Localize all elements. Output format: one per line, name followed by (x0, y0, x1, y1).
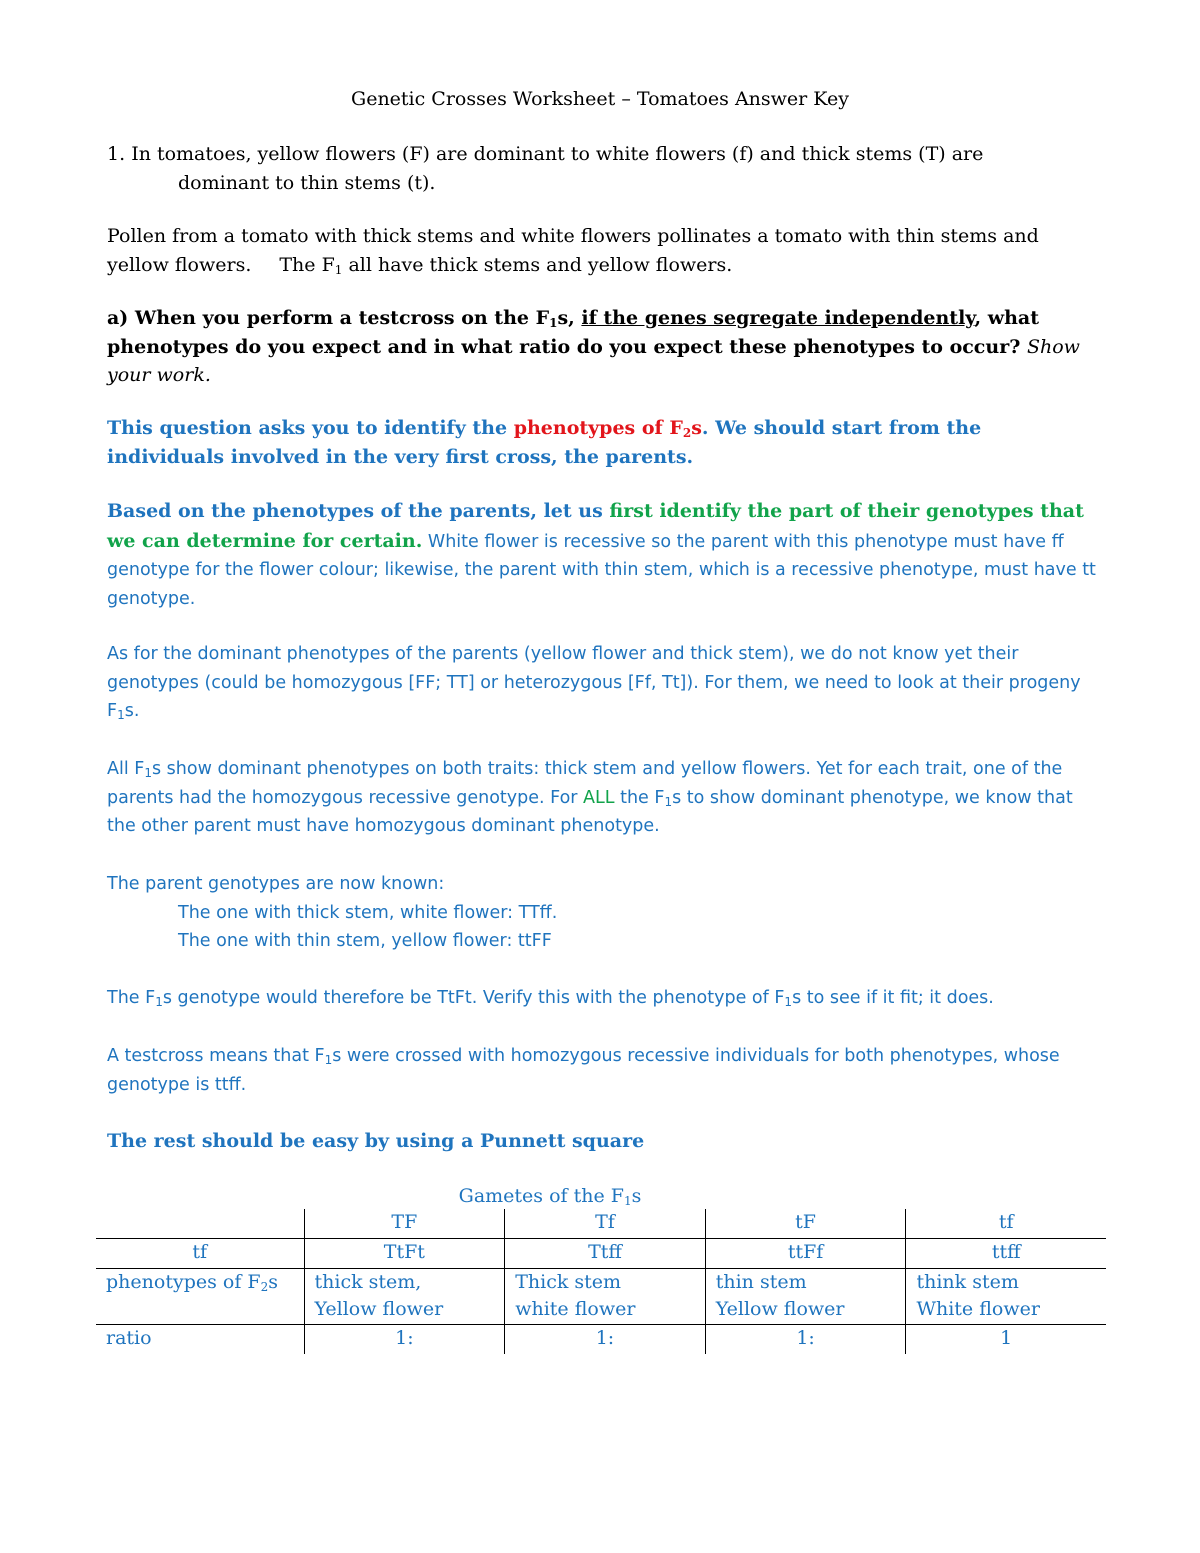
ans4-pre: All F (107, 759, 145, 779)
ratio-label-cell: ratio (96, 1325, 304, 1355)
genotype-cell: ttFf (705, 1239, 906, 1269)
pollen-f1-post: all have thick stems and yellow flowers. (342, 253, 733, 276)
ans6-sub-1: 1 (155, 995, 163, 1009)
answer-paragraph-2 (107, 497, 1107, 614)
ratio-row (96, 1325, 1106, 1355)
phenotype-cell (505, 1269, 706, 1325)
ans3-sub: 1 (117, 708, 125, 723)
row-gamete-cell: tf (96, 1239, 304, 1269)
answer-paragraph-4 (107, 755, 1097, 841)
gamete-header-cell: tf (906, 1209, 1106, 1239)
gamete-header-cell: tF (705, 1209, 906, 1239)
ans4-sub-2: 1 (664, 794, 673, 809)
phenotype-row (96, 1269, 1106, 1325)
pollen-f1-sub: 1 (334, 262, 343, 277)
phenotype-line-2: Yellow flower (314, 1298, 444, 1320)
ans2-post: White flower is recessive so the parent with this phenotype must have ff genotype for the flower colour; likewise, the parent with thin stem, which is a recessive phenotype, must have tt genotype. (107, 531, 1096, 610)
ans6-mid: s genotype would therefore be TtFt. Verify this with the phenotype of F (162, 988, 785, 1008)
question-number: 1. (107, 143, 126, 165)
part-a-underlined: if the genes segregate independently (581, 307, 975, 329)
answer-paragraph-5 (107, 870, 1117, 956)
page-title: Genetic Crosses Worksheet – Tomatoes Answer Key (351, 88, 849, 110)
answer-paragraph-7 (107, 1042, 1097, 1099)
phenotype-cell (304, 1269, 505, 1325)
ans4-mid-2: the F (614, 787, 665, 808)
question-1-line-2: dominant to thin stems (t). (178, 171, 436, 194)
answer-paragraph-3 (107, 640, 1097, 726)
ratio-cell: 1: (304, 1325, 505, 1355)
part-a-mid: s, (557, 307, 582, 329)
phen-label-sub: 2 (260, 1280, 269, 1294)
caption-pre: Gametes of the F (458, 1185, 624, 1207)
phenotype-line-1: thick stem, (314, 1271, 422, 1293)
ans5-line-2: The one with thin stem, yellow flower: ttFF (178, 931, 552, 952)
question-1 (107, 140, 1117, 197)
ans4-green: ALL (583, 787, 615, 808)
ans3-post: s. (124, 701, 140, 722)
ans1-pre: This question asks you to identify the (107, 417, 514, 439)
phenotype-line-2: Yellow flower (715, 1298, 845, 1320)
ans6-pre: The F (107, 988, 156, 1008)
gamete-header-cell: Tf (505, 1209, 706, 1239)
pollen-paragraph (107, 222, 1097, 279)
ans1-post: . We should start from the individuals involved in the very first cross, the parents. (107, 417, 982, 468)
empty-corner-cell (96, 1209, 304, 1239)
ratio-cell: 1 (906, 1325, 1106, 1355)
table-caption (400, 1182, 700, 1210)
ans5-line-1: The one with thick stem, white flower: TTff. (178, 902, 558, 923)
part-a-sub: 1 (549, 316, 558, 330)
ans2-pre: Based on the phenotypes of the parents, let us (107, 500, 610, 522)
answer-paragraph-1 (107, 414, 1067, 471)
phen-label-pre: phenotypes of F (106, 1271, 261, 1293)
genotype-cell: ttff (906, 1239, 1106, 1269)
question-1-line-1: In tomatoes, yellow flowers (F) are dominant to white flowers (f) and thick stems (T) are (131, 143, 984, 165)
ans1-red-post: s (691, 417, 702, 439)
phenotype-label-cell (96, 1269, 304, 1325)
phenotype-line-1: thin stem (715, 1271, 807, 1293)
ratio-cell: 1: (505, 1325, 706, 1355)
ans4-sub-1: 1 (144, 766, 152, 780)
ans3-pre: As for the dominant phenotypes of the parents (yellow flower and thick stem), we do not know yet their genotypes (could be homozygous [FF; TT] or heterozygous [Ff, Tt]). For them, we need to look at their progeny F (107, 644, 1081, 722)
phenotype-cell (906, 1269, 1106, 1325)
gamete-header-cell: TF (304, 1209, 505, 1239)
ans2-green: first identify the part of their genotypes that we can determine for certain. (107, 500, 1084, 552)
ans6-sub-2: 1 (784, 995, 793, 1009)
phenotype-line-1: think stem (916, 1271, 1019, 1293)
punnett-square-table (96, 1209, 1106, 1354)
ans7-pre: A testcross means that F (107, 1046, 325, 1066)
caption-post: s (631, 1185, 642, 1207)
ans5-intro: The parent genotypes are now known: (107, 874, 445, 894)
answer-paragraph-8: The rest should be easy by using a Punnett square (107, 1130, 645, 1152)
phenotype-cell (705, 1269, 906, 1325)
phen-label-post: s (268, 1271, 278, 1293)
genotype-cell: Ttff (505, 1239, 706, 1269)
ans1-red-pre: phenotypes of F (513, 417, 683, 439)
ans4-mid: s show dominant phenotypes on both traits: thick stem and yellow flowers. Yet for each trait, one of the parents had the homozygous recessive genotype. For (107, 759, 1063, 808)
answer-paragraph-6 (107, 984, 1117, 1013)
gamete-header-row (96, 1209, 1106, 1239)
ans7-post: s were crossed with homozygous recessive individuals for both phenotypes, whose genotype is ttff. (107, 1046, 1060, 1095)
ans6-post: s to see if it fit; it does. (792, 988, 994, 1008)
phenotype-line-2: white flower (515, 1298, 636, 1320)
part-a-post: , what phenotypes do you expect and in what ratio do you expect these phenotypes to occur? (107, 307, 1040, 358)
part-a-question (107, 304, 1097, 390)
genotype-row (96, 1239, 1106, 1269)
phenotype-line-2: White flower (916, 1298, 1040, 1320)
genotype-cell: TtFt (304, 1239, 505, 1269)
ans4-post: s to show dominant phenotype, we know that the other parent must have homozygous dominant phenotype. (107, 787, 1073, 837)
part-a-italic: Show your work. (107, 335, 1080, 387)
phenotype-line-1: Thick stem (515, 1271, 622, 1293)
part-a-pre: a) When you perform a testcross on the F (107, 307, 550, 329)
pollen-f1-pre: The F (279, 253, 335, 276)
pollen-text: Pollen from a tomato with thick stems and white flowers pollinates a tomato with thin stems and yellow flowers. (107, 225, 1039, 276)
ratio-cell: 1: (705, 1325, 906, 1355)
ans1-red-sub: 2 (682, 426, 692, 440)
ans7-sub: 1 (324, 1053, 333, 1067)
caption-sub: 1 (623, 1194, 632, 1208)
